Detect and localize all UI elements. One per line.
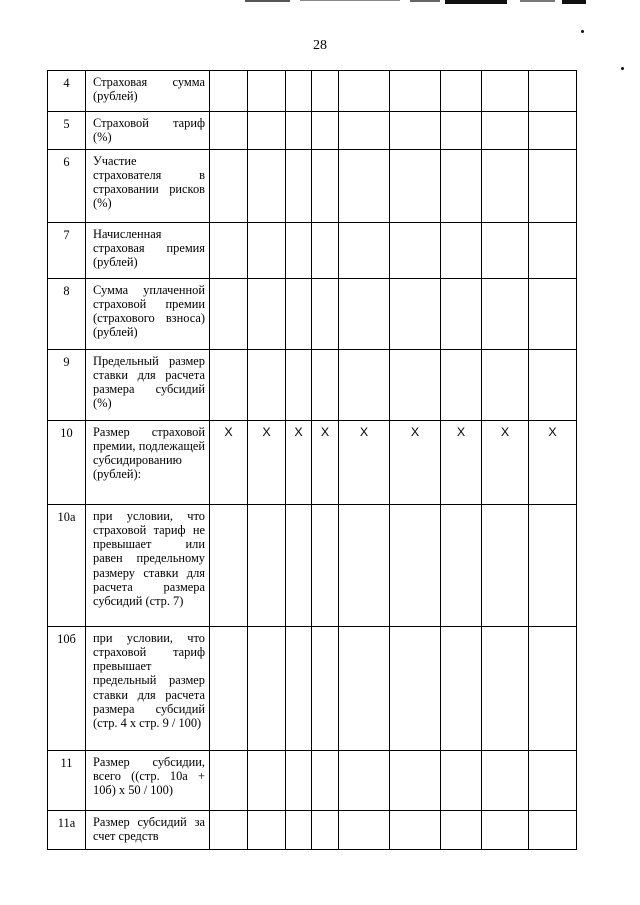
value-cell [312,349,339,420]
value-cell [441,750,482,810]
row-description: Начисленная страховая премия (рублей) [86,222,210,278]
value-cell [482,349,529,420]
value-cell [529,810,577,849]
value-cell [210,71,248,112]
scan-artifact [245,0,290,2]
value-cell [248,71,286,112]
value-cell [286,750,312,810]
table-row [48,750,577,810]
value-cell [286,626,312,750]
value-cell [482,278,529,349]
row-description: Страховой тариф (%) [86,112,210,150]
value-cell [312,112,339,150]
value-cell [312,71,339,112]
excluded-mark: X [529,420,577,504]
scan-artifact [300,0,400,1]
value-cell [286,810,312,849]
value-cell [286,71,312,112]
value-cell [210,810,248,849]
value-cell [339,750,390,810]
scan-artifact [445,0,507,4]
value-cell [312,278,339,349]
value-cell [286,112,312,150]
row-description: Размер субсидий за счет средств [86,810,210,849]
value-cell [529,222,577,278]
value-cell [529,278,577,349]
value-cell [339,71,390,112]
value-cell [441,810,482,849]
excluded-mark: X [286,420,312,504]
value-cell [312,750,339,810]
value-cell [529,71,577,112]
excluded-mark: X [210,420,248,504]
table-row [48,349,577,420]
row-number: 7 [48,222,86,278]
excluded-mark: X [482,420,529,504]
table-row [48,504,577,626]
scan-artifact [410,0,440,2]
value-cell [312,810,339,849]
value-cell [482,504,529,626]
table-row [48,810,577,849]
value-cell [441,626,482,750]
value-cell [529,149,577,222]
value-cell [210,626,248,750]
value-cell [248,222,286,278]
row-number: 10 [48,420,86,504]
row-number: 11а [48,810,86,849]
value-cell [248,810,286,849]
value-cell [339,222,390,278]
row-description: Предельный размер ставки для расчета размера субсидий (%) [86,349,210,420]
value-cell [482,750,529,810]
row-number: 9 [48,349,86,420]
table-row [48,71,577,112]
value-cell [482,112,529,150]
value-cell [248,149,286,222]
row-number: 11 [48,750,86,810]
table-row [48,149,577,222]
value-cell [390,222,441,278]
excluded-mark: X [441,420,482,504]
table-row [48,420,577,504]
table-row [48,112,577,150]
value-cell [441,149,482,222]
row-description: Участие страхователя в страховании рисков (%) [86,149,210,222]
value-cell [482,222,529,278]
excluded-mark: X [248,420,286,504]
row-description: при условии, что страховой тариф превышает предельный размер ставки для расчета размера субсидий (стр. 4 x стр. 9 / 100) [86,626,210,750]
row-number: 6 [48,149,86,222]
table-row [48,626,577,750]
value-cell [210,504,248,626]
insurance-subsidy-table [47,70,577,850]
scan-speck [621,67,624,70]
value-cell [390,750,441,810]
row-number: 10б [48,626,86,750]
value-cell [312,504,339,626]
value-cell [312,222,339,278]
row-description: Страховая сумма (рублей) [86,71,210,112]
value-cell [286,222,312,278]
value-cell [529,349,577,420]
value-cell [529,112,577,150]
value-cell [441,278,482,349]
value-cell [441,222,482,278]
value-cell [248,750,286,810]
excluded-mark: X [339,420,390,504]
excluded-mark: X [312,420,339,504]
value-cell [210,278,248,349]
value-cell [339,349,390,420]
table-row [48,222,577,278]
value-cell [286,504,312,626]
row-number: 10а [48,504,86,626]
value-cell [390,71,441,112]
scan-artifact [520,0,555,2]
value-cell [529,750,577,810]
value-cell [339,278,390,349]
row-number: 5 [48,112,86,150]
value-cell [210,750,248,810]
row-number: 8 [48,278,86,349]
value-cell [390,349,441,420]
row-description: при условии, что страховой тариф не превышает или равен предельному размеру ставки для расчета размера субсидий (стр. 7) [86,504,210,626]
value-cell [248,626,286,750]
value-cell [339,626,390,750]
scan-artifact [562,0,586,4]
row-description: Размер субсидии, всего ((стр. 10а + 10б) x 50 / 100) [86,750,210,810]
value-cell [286,278,312,349]
value-cell [210,349,248,420]
row-number: 4 [48,71,86,112]
value-cell [248,278,286,349]
value-cell [286,149,312,222]
value-cell [312,626,339,750]
excluded-mark: X [390,420,441,504]
value-cell [390,278,441,349]
value-cell [390,504,441,626]
page-number: 28 [313,38,327,53]
value-cell [248,504,286,626]
value-cell [312,149,339,222]
value-cell [210,149,248,222]
scan-speck [581,30,584,33]
row-description: Размер страховой премии, подлежащей субсидированию (рублей): [86,420,210,504]
value-cell [441,504,482,626]
value-cell [390,810,441,849]
value-cell [339,112,390,150]
value-cell [210,112,248,150]
value-cell [339,810,390,849]
value-cell [529,626,577,750]
value-cell [339,504,390,626]
table-row [48,278,577,349]
value-cell [482,626,529,750]
row-description: Сумма уплаченной страховой премии (страхового взноса) (рублей) [86,278,210,349]
value-cell [339,149,390,222]
value-cell [390,149,441,222]
value-cell [441,349,482,420]
value-cell [482,71,529,112]
value-cell [441,112,482,150]
value-cell [286,349,312,420]
value-cell [248,349,286,420]
value-cell [248,112,286,150]
value-cell [482,149,529,222]
value-cell [482,810,529,849]
value-cell [390,626,441,750]
value-cell [529,504,577,626]
value-cell [441,71,482,112]
value-cell [210,222,248,278]
value-cell [390,112,441,150]
